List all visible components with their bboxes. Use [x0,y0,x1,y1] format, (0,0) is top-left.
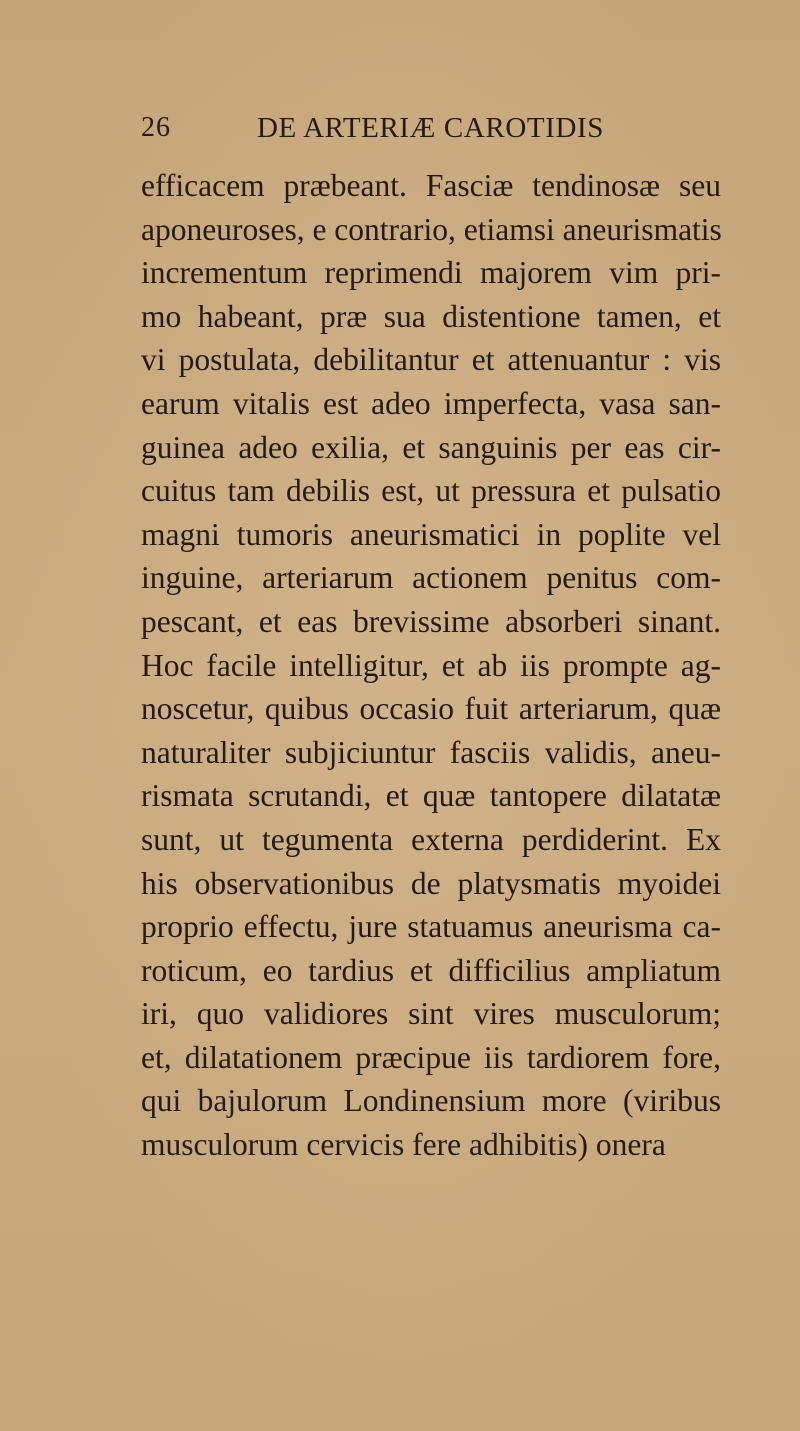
text-line: efficacem præbeant. Fasciæ tendinosæ seu [141,168,721,203]
text-line: mo habeant, præ sua distentione tamen, et [141,298,721,334]
text-line: guinea adeo exilia, et sanguinis per eas cir- [141,429,721,465]
body-text [141,164,721,1167]
text-line: Hoc facile intelligitur, et ab iis prompte ag- [141,647,721,683]
page-number: 26 [141,112,171,143]
running-head: DE ARTERIÆ CAROTIDIS [257,112,604,144]
text-line: qui bajulorum Londinensium more (viribus [141,1083,721,1119]
text-line: vi postulata, debilitantur et attenuantur : vis [141,342,721,378]
text-line: roticum, eo tardius et difficilius ampliatum [141,952,721,988]
text-line: proprio effectu, jure statuamus aneurisma ca- [141,909,721,945]
text-line: musculorum cervicis fere adhibitis) onera [141,1127,666,1163]
text-line: his observationibus de platysmatis myoidei [141,865,721,901]
text-line: naturaliter subjiciuntur fasciis validis, aneu- [141,734,721,770]
text-line: inguine, arteriarum actionem penitus com- [141,560,721,596]
text-line: et, dilatationem præcipue iis tardiorem fore, [141,1039,721,1075]
text-line: magni tumoris aneurismatici in poplite vel [141,516,721,552]
text-line: cuitus tam debilis est, ut pressura et pulsatio [141,473,721,509]
text-line: earum vitalis est adeo imperfecta, vasa san- [141,385,721,421]
text-line: iri, quo validiores sint vires musculorum; [141,996,721,1032]
text-line: noscetur, quibus occasio fuit arteriarum, quæ [141,691,721,727]
text-line: pescant, et eas brevissime absorberi sinant. [141,603,721,639]
text-line: rismata scrutandi, et quæ tantopere dilatatæ [141,778,721,814]
page-header [141,112,721,152]
text-line: sunt, ut tegumenta externa perdiderint. Ex [141,821,721,857]
text-line: incrementum reprimendi majorem vim pri- [141,255,721,291]
text-line: aponeuroses, e contrario, etiamsi aneurismatis [141,211,722,247]
